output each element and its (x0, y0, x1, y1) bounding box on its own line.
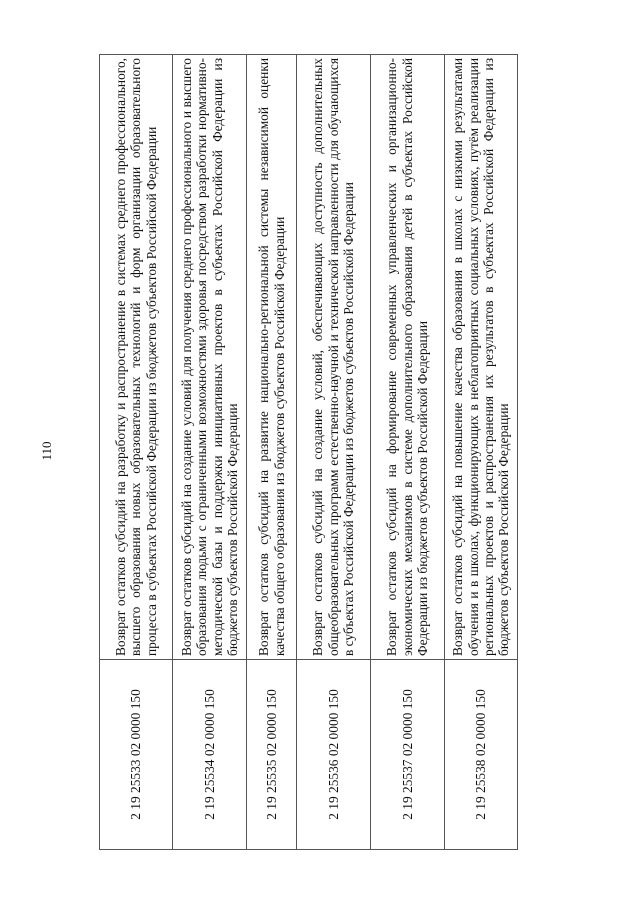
table-row (173, 55, 247, 850)
description-cell: Возврат остатков субсидий на повышение качества образования в школах с низкими результатами обучения и в школах, функционирующих в неблагоприятных социальных условиях, путём реализации региональных проектов и распространения их результатов в субъектах Российской Федерации из бюджетов субъектов Российской Федерации (445, 55, 518, 660)
table-row (297, 55, 371, 850)
page-number: 110 (39, 441, 54, 461)
budget-code-cell: 2 19 25533 02 0000 150 (100, 660, 173, 850)
description-cell: Возврат остатков субсидий на создание условий, обеспечивающих доступность дополнительных общеобразовательных программ естественно-научной и технической направленности для обучающихся в субъектах Российской Федерации из бюджетов субъектов Российской Федерации (297, 55, 371, 660)
budget-code-cell: 2 19 25534 02 0000 150 (173, 660, 247, 850)
budget-code-cell: 2 19 25535 02 0000 150 (247, 660, 297, 850)
table-row (247, 55, 297, 850)
description-cell: Возврат остатков субсидий на формирование современных управленческих и организационно-экономических механизмов в системе дополнительного образования детей в субъектах Российской Федерации из бюджетов субъектов Российской Федерации (371, 55, 445, 660)
budget-codes-table-container (99, 55, 512, 850)
description-cell: Возврат остатков субсидий на развитие национально-региональной системы независимой оценки качества общего образования из бюджетов субъектов Российской Федерации (247, 55, 297, 660)
budget-codes-table (99, 54, 518, 850)
budget-code-cell: 2 19 25536 02 0000 150 (297, 660, 371, 850)
table-row (100, 55, 173, 850)
table-row (445, 55, 518, 850)
budget-code-cell: 2 19 25538 02 0000 150 (445, 660, 518, 850)
description-cell: Возврат остатков субсидий на разработку и распространение в системах среднего профессионального, высшего образования новых образовательных технологий и форм организации образовательного процесса в субъектах Российской Федерации из бюджетов субъектов Российской Федерации (100, 55, 173, 660)
table-row (371, 55, 445, 850)
description-cell: Возврат остатков субсидий на создание условий для получения среднего профессионального и высшего образования людьми с ограниченными возможностями здоровья посредством разработки нормативно-методической базы и поддержки инициативных проектов в субъектах Российской Федерации из бюджетов субъектов Российской Федерации (173, 55, 247, 660)
budget-code-cell: 2 19 25537 02 0000 150 (371, 660, 445, 850)
